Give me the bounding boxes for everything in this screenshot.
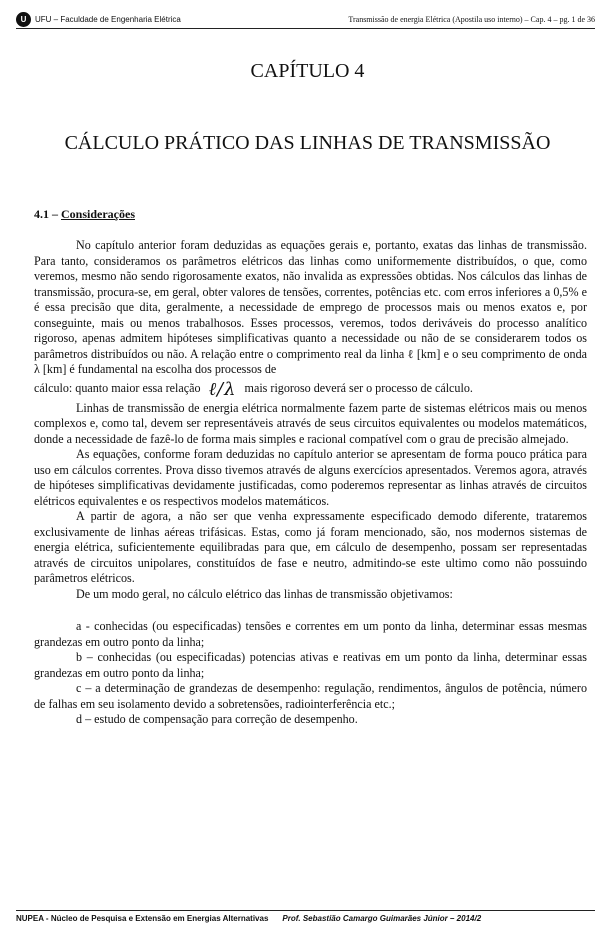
- list-item: c – a determinação de grandezas de desempenho: regulação, rendimentos, ângulos de potência, número de falhas em seu isolamento devido a sobretensões, radiointerferência etc.;: [34, 681, 587, 711]
- ufu-logo: U: [16, 12, 31, 27]
- length-wavelength-ratio: ℓ/λ: [208, 378, 237, 400]
- list-item: d – estudo de compensação para correção de desempenho.: [76, 712, 358, 726]
- chapter-title: CÁLCULO PRÁTICO DAS LINHAS DE TRANSMISSÃO: [64, 132, 551, 154]
- paragraph-3: As equações, conforme foram deduzidas no capítulo anterior se apresentam de forma pouco prática para uso em cálculos correntes. Prova disso tivemos através de alguns exercícios apresentados. Veremos agora, através de hipóteses simplificativas devidamente justificadas, como poderemos representar as linhas através de circuitos elétricos equivalentes e os respectivos modelos matemáticos.: [34, 447, 587, 508]
- header-course-page: Transmissão de energia Elétrica (Apostila uso interno) – Cap. 4 – pg. 1 de 36: [348, 14, 595, 24]
- footer-author: Prof. Sebastião Camargo Guimarães Júnior – 2014/2: [282, 914, 482, 923]
- list-item: b – conhecidas (ou especificadas) potencias ativas e reativas em um ponto da linha, determinar essas grandezas em outro ponto da linha;: [34, 650, 587, 680]
- paragraph-5: De um modo geral, no cálculo elétrico das linhas de transmissão objetivamos:: [76, 586, 453, 601]
- list-item: a - conhecidas (ou especificadas) tensões e correntes em um ponto da linha, determinar essas mesmas grandezas em outro ponto da linha;: [34, 619, 587, 649]
- paragraph-1: No capítulo anterior foram deduzidas as equações gerais e, portanto, exatas das linhas de transmissão. Para tanto, consideramos os parâmetros elétricos das linhas como uniformemente distribuídos, o que, como veremos, mesmo não sendo rigorosamente exatos, não invalida as expressões obtidas. Nos cálculos das linhas de transmissão, procura-se, em geral, obter valores de tensões, correntes, potências etc. com erros inferiores a 0,5% e é essa precisão que dita, geralmente, a necessidade de emprego de processos mais ou menos exatos e, por conseguinte, mais ou menos trabalhosos. Esses processos, veremos, todos deriváveis do processo analítico rigoroso, apenas admitem hipóteses simplificativas quanto a necessidade ou não de se considerarem todos os parâmetros distribuídos ou não. A relação entre o comprimento real da linha ℓ [km] e o seu comprimento de onda λ [km] é fundamental na escolha dos processos de: [34, 238, 587, 376]
- paragraph-1-tail-before: cálculo: quanto maior essa relação: [34, 381, 201, 396]
- section-title: Considerações: [61, 207, 135, 221]
- page-footer: [16, 910, 595, 923]
- section-number: 4.1 –: [34, 207, 58, 221]
- footer-institution: NUPEA - Núcleo de Pesquisa e Extensão em Energias Alternativas: [16, 914, 269, 923]
- paragraph-1-tail-after: mais rigoroso deverá ser o processo de cálculo.: [244, 381, 473, 396]
- paragraph-4: A partir de agora, a não ser que venha expressamente especificado demodo diferente, trataremos exclusivamente de linhas aéreas trifásicas. Estas, como já foram mencionado, são, nos modernos sistemas de energia elétrica, suficientemente equilibradas para que, em cálculo de desempenho, possam ser representadas através de circuitos unipolares, constituídos de fase e neutro, admitindo-se este ultimo como não possuindo parâmetros elétricos.: [34, 509, 587, 585]
- header-institution: UFU – Faculdade de Engenharia Elétrica: [35, 14, 181, 24]
- paragraph-1-tail: [34, 379, 587, 400]
- body-text: [34, 238, 587, 728]
- section-heading: [34, 207, 135, 222]
- chapter-number: CAPÍTULO 4: [250, 60, 365, 82]
- page-header: [16, 10, 595, 29]
- paragraph-2: Linhas de transmissão de energia elétrica normalmente fazem parte de sistemas elétricos mais ou menos complexos e, como tal, devem ser representáveis através de seus circuitos equivalentes ou modelos matemáticos, donde a necessidade de fazê-lo de forma mais simples e racional compatível com o grau de precisão almejado.: [34, 400, 587, 446]
- objectives-list: [34, 619, 587, 728]
